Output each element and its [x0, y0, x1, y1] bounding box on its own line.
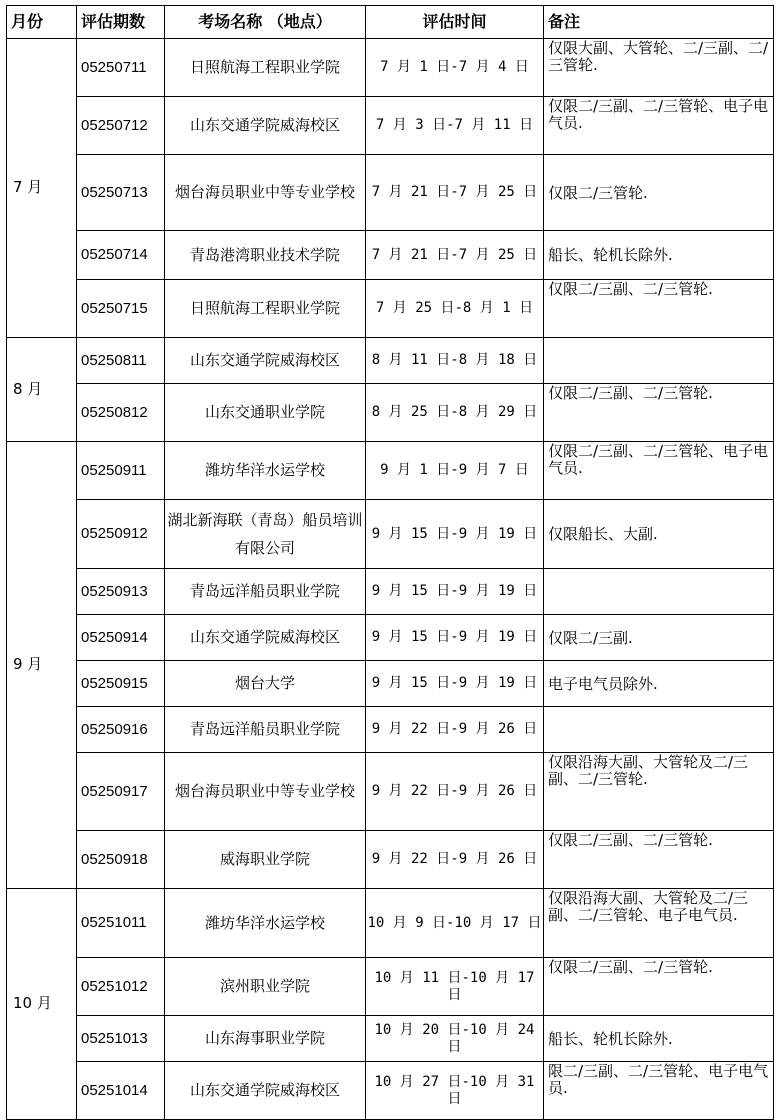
- time-cell: 7 月 1 日-7 月 4 日: [366, 39, 544, 97]
- note-cell: 仅限二/三副、二/三管轮.: [544, 280, 774, 338]
- table-row: [7, 155, 774, 231]
- month-cell: 10 月: [7, 889, 77, 1120]
- time-cell: 8 月 11 日-8 月 18 日: [366, 338, 544, 384]
- period-cell: 05250913: [77, 569, 165, 615]
- note-cell: 仅限二/三副、二/三管轮、电子电气员.: [544, 442, 774, 500]
- table-row: [7, 707, 774, 753]
- table-row: [7, 958, 774, 1016]
- header-note: 备注: [544, 6, 774, 39]
- site-cell: 日照航海工程职业学院: [165, 39, 366, 97]
- site-cell: 烟台大学: [165, 661, 366, 707]
- note-cell: [544, 569, 774, 615]
- period-cell: 05250712: [77, 97, 165, 155]
- site-cell: 潍坊华洋水运学校: [165, 889, 366, 958]
- time-cell: 10 月 9 日-10 月 17 日: [366, 889, 544, 958]
- site-cell: 潍坊华洋水运学校: [165, 442, 366, 500]
- time-cell: 8 月 25 日-8 月 29 日: [366, 384, 544, 442]
- site-cell: 日照航海工程职业学院: [165, 280, 366, 338]
- note-cell: 仅限大副、大管轮、二/三副、二/三管轮.: [544, 39, 774, 97]
- period-cell: 05250915: [77, 661, 165, 707]
- site-cell: 威海职业学院: [165, 831, 366, 889]
- table-row: [7, 384, 774, 442]
- site-cell: 湖北新海联（青岛）船员培训有限公司: [165, 500, 366, 569]
- site-cell: 山东交通学院威海校区: [165, 615, 366, 661]
- time-cell: 9 月 22 日-9 月 26 日: [366, 831, 544, 889]
- note-cell: 仅限二/三副、二/三管轮.: [544, 384, 774, 442]
- note-cell: [544, 707, 774, 753]
- time-cell: 9 月 15 日-9 月 19 日: [366, 661, 544, 707]
- period-cell: 05251014: [77, 1062, 165, 1120]
- site-cell: 山东交通职业学院: [165, 384, 366, 442]
- header-time: 评估时间: [366, 6, 544, 39]
- note-cell: 电子电气员除外.: [544, 661, 774, 707]
- period-cell: 05250715: [77, 280, 165, 338]
- table-row: [7, 231, 774, 280]
- period-cell: 05250916: [77, 707, 165, 753]
- period-cell: 05250811: [77, 338, 165, 384]
- period-cell: 05250711: [77, 39, 165, 97]
- period-cell: 05250912: [77, 500, 165, 569]
- time-cell: 9 月 1 日-9 月 7 日: [366, 442, 544, 500]
- table-row: [7, 569, 774, 615]
- table-row: [7, 661, 774, 707]
- note-cell: 仅限船长、大副.: [544, 500, 774, 569]
- note-cell: 仅限二/三副、二/三管轮、电子电气员.: [544, 97, 774, 155]
- site-cell: 青岛远洋船员职业学院: [165, 707, 366, 753]
- site-cell: 烟台海员职业中等专业学校: [165, 155, 366, 231]
- table-row: [7, 753, 774, 831]
- time-cell: 9 月 22 日-9 月 26 日: [366, 707, 544, 753]
- table-row: [7, 280, 774, 338]
- time-cell: 9 月 15 日-9 月 19 日: [366, 500, 544, 569]
- site-cell: 滨州职业学院: [165, 958, 366, 1016]
- site-cell: 青岛港湾职业技术学院: [165, 231, 366, 280]
- month-cell: 8 月: [7, 338, 77, 442]
- period-cell: 05250812: [77, 384, 165, 442]
- time-cell: 9 月 22 日-9 月 26 日: [366, 753, 544, 831]
- note-cell: 限二/三副、二/三管轮、电子电气员.: [544, 1062, 774, 1120]
- note-cell: 船长、轮机长除外.: [544, 1016, 774, 1062]
- site-cell: 山东海事职业学院: [165, 1016, 366, 1062]
- table-row: [7, 615, 774, 661]
- table-row: [7, 39, 774, 97]
- table-row: [7, 500, 774, 569]
- header-site: 考场名称 （地点）: [165, 6, 366, 39]
- site-cell: 山东交通学院威海校区: [165, 338, 366, 384]
- table-row: [7, 889, 774, 958]
- period-cell: 05250917: [77, 753, 165, 831]
- header-month: 月份: [7, 6, 77, 39]
- note-cell: 仅限二/三副、二/三管轮.: [544, 958, 774, 1016]
- site-cell: 山东交通学院威海校区: [165, 1062, 366, 1120]
- month-cell: 9 月: [7, 442, 77, 889]
- time-cell: 9 月 15 日-9 月 19 日: [366, 615, 544, 661]
- note-cell: [544, 338, 774, 384]
- table-row: [7, 1016, 774, 1062]
- note-cell: 仅限沿海大副、大管轮及二/三副、二/三管轮.: [544, 753, 774, 831]
- table-row: [7, 97, 774, 155]
- table-row: [7, 338, 774, 384]
- period-cell: 05250713: [77, 155, 165, 231]
- site-cell: 山东交通学院威海校区: [165, 97, 366, 155]
- time-cell: 10 月 20 日-10 月 24 日: [366, 1016, 544, 1062]
- note-cell: 仅限沿海大副、大管轮及二/三副、二/三管轮、电子电气员.: [544, 889, 774, 958]
- period-cell: 05250914: [77, 615, 165, 661]
- period-cell: 05251011: [77, 889, 165, 958]
- note-cell: 船长、轮机长除外.: [544, 231, 774, 280]
- time-cell: 7 月 3 日-7 月 11 日: [366, 97, 544, 155]
- time-cell: 7 月 21 日-7 月 25 日: [366, 231, 544, 280]
- time-cell: 10 月 27 日-10 月 31 日: [366, 1062, 544, 1120]
- period-cell: 05251013: [77, 1016, 165, 1062]
- period-cell: 05250918: [77, 831, 165, 889]
- period-cell: 05251012: [77, 958, 165, 1016]
- header-row: [7, 6, 774, 39]
- time-cell: 9 月 15 日-9 月 19 日: [366, 569, 544, 615]
- time-cell: 10 月 11 日-10 月 17 日: [366, 958, 544, 1016]
- time-cell: 7 月 25 日-8 月 1 日: [366, 280, 544, 338]
- site-cell: 青岛远洋船员职业学院: [165, 569, 366, 615]
- assessment-schedule-table: [6, 5, 774, 1120]
- period-cell: 05250714: [77, 231, 165, 280]
- month-cell: 7 月: [7, 39, 77, 338]
- period-cell: 05250911: [77, 442, 165, 500]
- table-row: [7, 831, 774, 889]
- note-cell: 仅限二/三管轮.: [544, 155, 774, 231]
- header-period: 评估期数: [77, 6, 165, 39]
- site-cell: 烟台海员职业中等专业学校: [165, 753, 366, 831]
- time-cell: 7 月 21 日-7 月 25 日: [366, 155, 544, 231]
- note-cell: 仅限二/三副、二/三管轮.: [544, 831, 774, 889]
- table-row: [7, 1062, 774, 1120]
- note-cell: 仅限二/三副.: [544, 615, 774, 661]
- table-row: [7, 442, 774, 500]
